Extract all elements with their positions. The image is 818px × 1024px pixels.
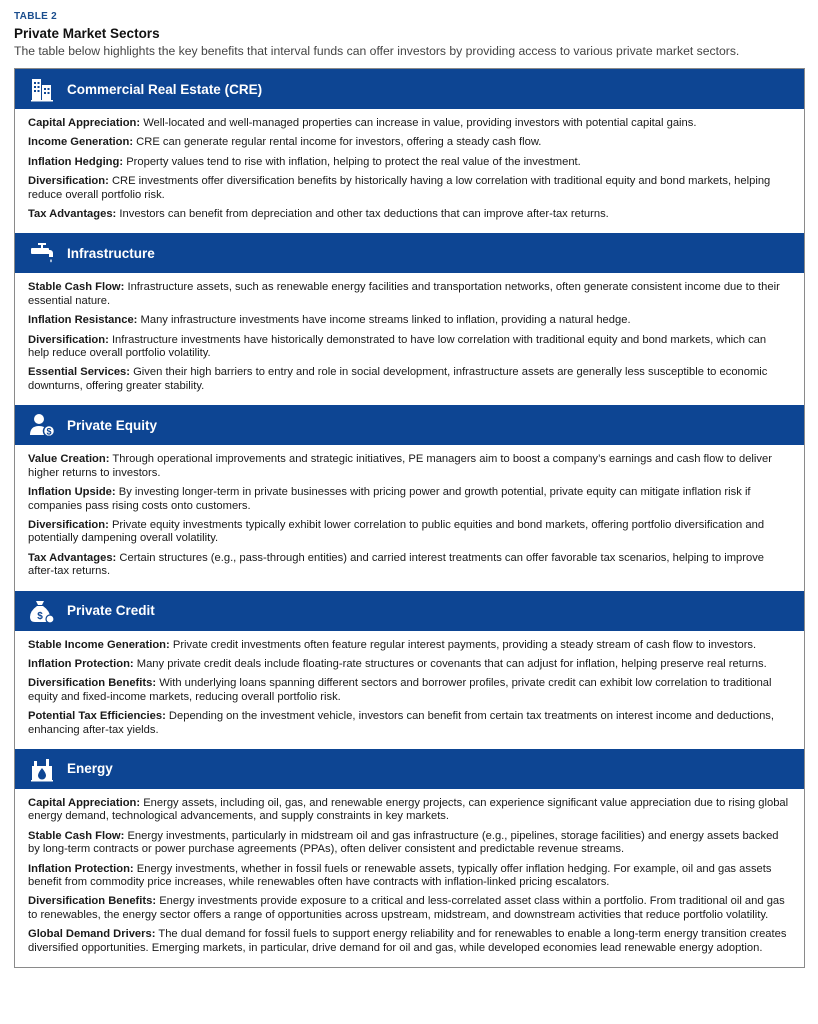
benefit-item [28, 175, 790, 202]
benefit-term: Income Generation: [28, 136, 134, 149]
benefit-term: Inflation Protection: [28, 862, 134, 875]
benefit-term: Tax Advantages: [28, 208, 117, 221]
benefit-item [28, 453, 790, 480]
benefit-term: Capital Appreciation: [28, 796, 141, 809]
benefit-item [28, 486, 790, 513]
person-dollar-icon [28, 411, 56, 439]
benefit-text: Private credit investments often feature regular interest payments, providing a steady stream of cash flow to investors. [172, 638, 757, 651]
benefit-item [28, 639, 790, 652]
benefit-text: Investors can benefit from depreciation and other tax deductions that can improve after-tax returns. [119, 208, 609, 221]
benefit-term: Value Creation: [28, 453, 110, 466]
benefit-term: Diversification Benefits: [28, 677, 157, 690]
benefit-item [28, 658, 790, 671]
sector-body [15, 789, 804, 967]
benefit-item [28, 281, 790, 308]
table-label: TABLE 2 [14, 11, 58, 22]
benefit-text: Infrastructure investments have historically demonstrated to have low correlation with traditional equity and bond markets, which can help reduce overall portfolio volatility. [28, 333, 767, 360]
sector-title: Infrastructure [67, 245, 155, 261]
benefit-term: Diversification: [28, 333, 109, 346]
benefit-item [28, 797, 790, 824]
benefit-item [28, 334, 790, 361]
table-title: Private Market Sectors [14, 26, 160, 41]
benefit-item [28, 117, 790, 130]
benefit-text: Many infrastructure investments have income streams linked to inflation, providing a natural hedge. [140, 314, 631, 327]
benefit-item [28, 156, 790, 169]
benefit-text: CRE can generate regular rental income for investors, offering a steady cash flow. [136, 136, 542, 149]
benefit-text: Depending on the investment vehicle, investors can benefit from certain tax treatments on interest income and deductions, enhancing after-tax yields. [28, 710, 775, 736]
benefit-text: Property values tend to rise with inflation, helping to protect the real value of the investment. [126, 155, 581, 168]
sector-private-equity [15, 405, 804, 590]
benefit-text: Energy investments, whether in fossil fuels or renewable assets, typically offer inflation hedging. For example, oil and gas assets benefit from commodity price increases, while renewables often have contracts with inflation-linked pricing escalators. [28, 862, 772, 888]
benefit-term: Essential Services: [28, 366, 130, 379]
benefit-item [28, 830, 790, 857]
sectors-table [14, 68, 805, 968]
benefit-text: By investing longer-term in private businesses with pricing power and growth potential, private equity can mitigate inflation risk if companies pass rising costs onto customers. [28, 486, 751, 512]
benefit-item [28, 710, 790, 737]
benefit-item [28, 928, 790, 955]
sector-body [15, 445, 804, 590]
sector-title: Private Equity [67, 417, 158, 433]
benefit-term: Inflation Upside: [28, 486, 116, 499]
sector-infrastructure [15, 233, 804, 405]
sector-header [15, 69, 804, 109]
sector-energy [15, 749, 804, 967]
oil-plant-icon [28, 755, 56, 783]
faucet-icon [28, 239, 56, 267]
benefit-text: Infrastructure assets, such as renewable energy facilities and transportation networks, often generate consistent income due to their essential nature. [28, 281, 780, 307]
benefit-text: Private equity investments typically exhibit lower correlation to public equities and bond markets, offering portfolio diversification and potentially dampening overall volatility. [28, 518, 765, 545]
sector-header [15, 749, 804, 789]
benefit-text: With underlying loans spanning different sectors and borrower profiles, private credit can exhibit low correlation to traditional equity and fixed-income markets, reducing overall portfolio risk. [28, 677, 772, 703]
benefit-term: Inflation Hedging: [28, 155, 124, 168]
benefit-text: Energy investments, particularly in midstream oil and gas infrastructure (e.g., pipelines, storage facilities) and energy assets backed by long-term contracts or power purchase agreements (PPAs), often deliver consistent and predictable revenue streams. [28, 829, 779, 856]
benefit-term: Inflation Resistance: [28, 314, 138, 327]
benefit-text: Certain structures (e.g., pass-through entities) and carried interest treatments can offer favorable tax scenarios, helping to improve after-tax returns. [28, 551, 765, 578]
benefit-text: Energy assets, including oil, gas, and renewable energy projects, can experience significant value appreciation due to rising global energy demand, technological advancements, and supply constraints in key markets. [28, 796, 789, 823]
money-bag-icon [28, 597, 56, 625]
sector-title: Private Credit [67, 603, 155, 619]
sector-header [15, 591, 804, 631]
benefit-term: Stable Income Generation: [28, 638, 170, 651]
benefit-term: Diversification: [28, 518, 109, 531]
benefit-item [28, 366, 790, 393]
sector-body [15, 109, 804, 233]
benefit-term: Tax Advantages: [28, 551, 117, 564]
sector-cre [15, 69, 804, 233]
benefit-item [28, 519, 790, 546]
benefit-term: Potential Tax Efficiencies: [28, 710, 166, 723]
benefit-item [28, 863, 790, 890]
sector-body [15, 273, 804, 405]
benefit-text: CRE investments offer diversification benefits by historically having a low correlation with traditional equity and bond markets, helping reduce overall portfolio risk. [28, 175, 771, 201]
benefit-text: The dual demand for fossil fuels to support energy reliability and for renewables to enable a long-term energy transition creates diversified opportunities. Emerging markets, in particular, drive demand for oil and gas, while developed economies lead renewable energy adoption. [28, 928, 787, 954]
table-subtitle: The table below highlights the key benefits that interval funds can offer investors by providing access to various private market sectors. [14, 44, 740, 58]
benefit-text: Given their high barriers to entry and role in social development, infrastructure assets are generally less susceptible to economic downturns, offering greater stability. [28, 366, 768, 392]
benefit-term: Inflation Protection: [28, 657, 134, 670]
benefit-term: Diversification: [28, 175, 109, 188]
benefit-item [28, 314, 790, 327]
sector-title: Energy [67, 761, 113, 777]
benefit-term: Stable Cash Flow: [28, 829, 125, 842]
benefit-text: Many private credit deals include floating-rate structures or covenants that can adjust for inflation, helping preserve real returns. [136, 657, 767, 670]
benefit-item [28, 208, 790, 221]
building-icon [28, 75, 56, 103]
benefit-term: Diversification Benefits: [28, 895, 157, 908]
benefit-text: Well-located and well-managed properties can increase in value, providing investors with potential capital gains. [143, 117, 697, 129]
benefit-item [28, 677, 790, 704]
benefit-term: Global Demand Drivers: [28, 928, 156, 941]
benefit-term: Capital Appreciation: [28, 117, 141, 129]
sector-private-credit [15, 591, 804, 749]
benefit-item [28, 895, 790, 922]
benefit-term: Stable Cash Flow: [28, 281, 125, 294]
benefit-item [28, 552, 790, 579]
sector-body [15, 631, 804, 749]
sector-title: Commercial Real Estate (CRE) [67, 81, 263, 97]
sector-header [15, 405, 804, 445]
benefit-item [28, 136, 790, 149]
benefit-text: Through operational improvements and strategic initiatives, PE managers aim to boost a company’s earnings and cash flow to deliver higher returns to investors. [28, 453, 772, 479]
svg-text:$: $ [37, 610, 43, 622]
benefit-text: Energy investments provide exposure to a critical and less-correlated asset class within a portfolio. From traditional oil and gas to renewables, the energy sector offers a range of opportunities across upstream, midstream, and downstream activities that reduce portfolio volatility. [28, 895, 785, 921]
svg-text:$: $ [46, 426, 52, 437]
sector-header [15, 233, 804, 273]
